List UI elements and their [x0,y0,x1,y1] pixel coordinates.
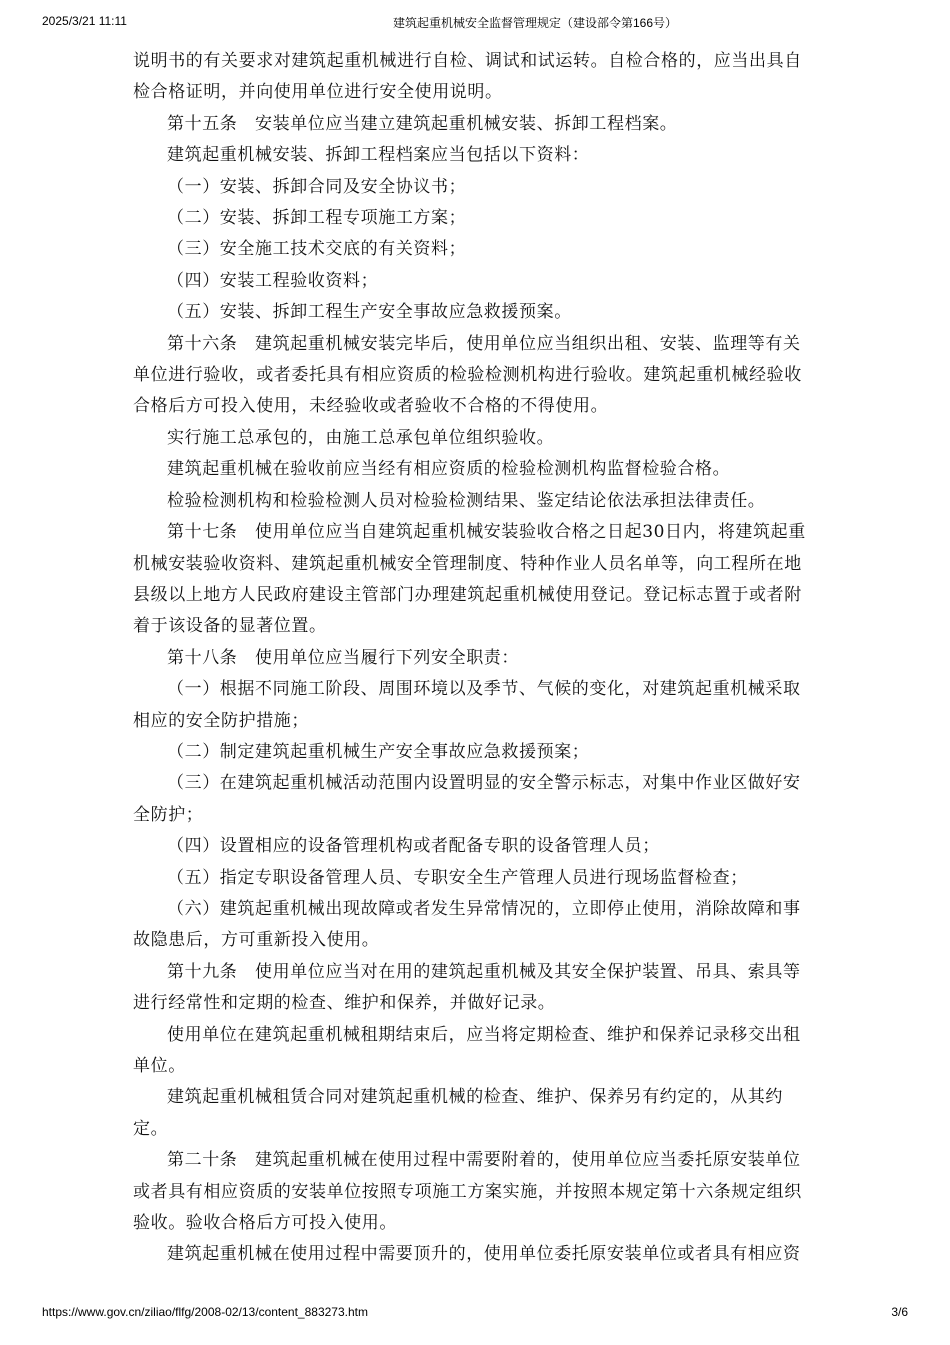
list-item: （五）安装、拆卸工程生产安全事故应急救援预案。 [167,302,572,323]
article-15: 第十五条 安装单位应当建立建筑起重机械安装、拆卸工程档案。 [167,113,678,134]
paragraph: 建筑起重机械租赁合同对建筑起重机械的检查、维护、保养另有约定的，从其约定。 [133,1087,783,1139]
paragraph: 建筑起重机械安装、拆卸工程档案应当包括以下资料： [167,145,590,166]
list-item: （六）建筑起重机械出现故障或者发生异常情况的，立即停止使用，消除故障和事故隐患后，方可重新投入使用。 [133,898,801,951]
article-20: 第二十条 建筑起重机械在使用过程中需要附着的，使用单位应当委托原安装单位或者具有相应资质的安装单位按照专项施工方案实施，并按照本规定第十六条规定组织验收。验收合格后方可投入使用。 [133,1150,802,1234]
source-url[interactable]: https://www.gov.cn/ziliao/flfg/2008-02/13/content_883273.htm [42,1305,368,1319]
list-item: （四）安装工程验收资料； [167,270,379,291]
list-item: （四）设置相应的设备管理机构或者配备专职的设备管理人员； [167,836,660,857]
paragraph: 实行施工总承包的，由施工总承包单位组织验收。 [167,427,555,448]
list-item: （三）在建筑起重机械活动范围内设置明显的安全警示标志，对集中作业区做好安全防护； [133,773,801,825]
print-datetime: 2025/3/21 11:11 [42,14,127,28]
paragraph: 说明书的有关要求对建筑起重机械进行自检、调试和试运转。自检合格的，应当出具自检合格证明，并向使用单位进行安全使用说明。 [133,51,802,103]
paragraph: 检验检测机构和检验检测人员对检验检测结果、鉴定结论依法承担法律责任。 [167,490,766,511]
paragraph: 使用单位在建筑起重机械租期结束后，应当将定期检查、维护和保养记录移交出租单位。 [133,1024,801,1076]
document-body [133,46,813,1271]
list-item: （一）安装、拆卸合同及安全协议书； [167,176,467,197]
list-item: （三）安全施工技术交底的有关资料； [167,239,467,260]
article-17: 第十七条 使用单位应当自建筑起重机械安装验收合格之日起30日内，将建筑起重机械安装验收资料、建筑起重机械安全管理制度、特种作业人员名单等，向工程所在地县级以上地方人民政府建设主管部门办理建筑起重机械使用登记。登记标志置于或者附着于该设备的显著位置。 [133,522,806,637]
page-number: 3/6 [891,1305,908,1319]
list-item: （二）安装、拆卸工程专项施工方案； [167,208,467,229]
article-16: 第十六条 建筑起重机械安装完毕后，使用单位应当组织出租、安装、监理等有关单位进行验收，或者委托具有相应资质的检验检测机构进行验收。建筑起重机械经验收合格后方可投入使用，未经验收或者验收不合格的不得使用。 [133,333,802,417]
document-title: 建筑起重机械安全监督管理规定（建设部令第166号） [393,16,678,30]
list-item: （一）根据不同施工阶段、周围环境以及季节、气候的变化，对建筑起重机械采取相应的安全防护措施； [133,679,801,731]
list-item: （二）制定建筑起重机械生产安全事故应急救援预案； [167,741,590,762]
paragraph: 建筑起重机械在验收前应当经有相应资质的检验检测机构监督检验合格。 [167,459,731,480]
article-18: 第十八条 使用单位应当履行下列安全职责： [167,647,519,668]
print-footer [0,1305,950,1325]
article-19: 第十九条 使用单位应当对在用的建筑起重机械及其安全保护装置、吊具、索具等进行经常性和定期的检查、维护和保养，并做好记录。 [133,961,801,1014]
paragraph: 建筑起重机械在使用过程中需要顶升的，使用单位委托原安装单位或者具有相应资 [167,1244,801,1265]
print-header [0,14,950,34]
list-item: （五）指定专职设备管理人员、专职安全生产管理人员进行现场监督检查； [167,867,748,888]
